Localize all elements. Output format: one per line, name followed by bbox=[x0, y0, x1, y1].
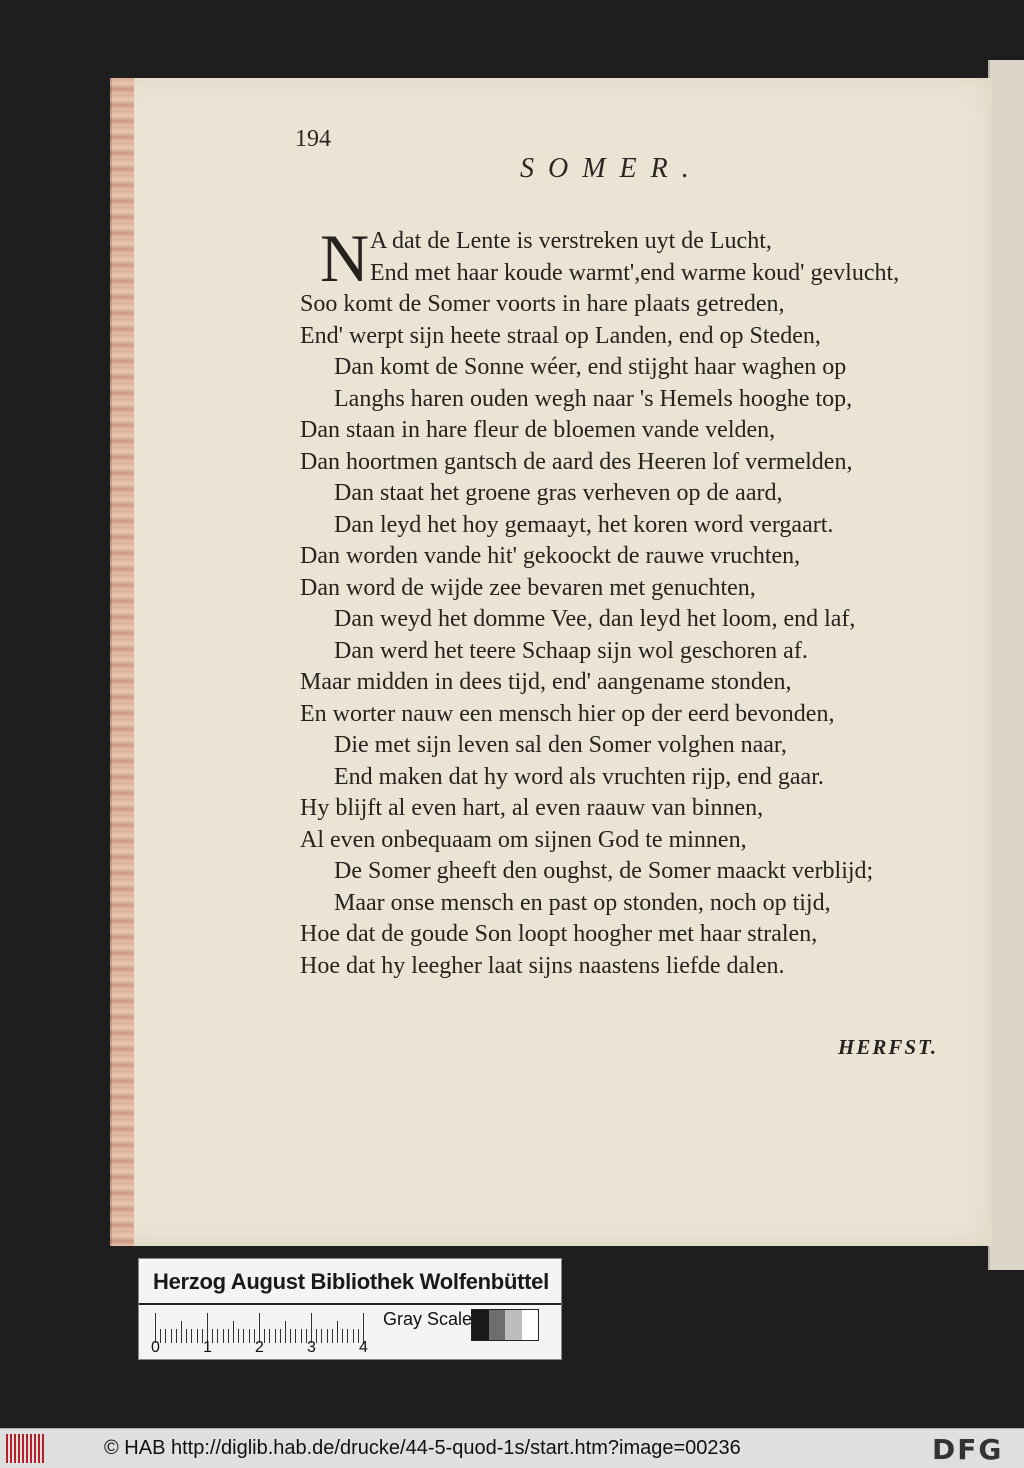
poem-line: Dan worden vande hit' gekoockt de rauwe vruchten, bbox=[300, 543, 801, 569]
ruler-tick bbox=[321, 1329, 322, 1343]
poem-line: Dan hoortmen gantsch de aard des Heeren lof vermelden, bbox=[300, 448, 853, 475]
gray-swatch bbox=[505, 1310, 522, 1340]
poem-line: End' werpt sijn heete straal op Landen, end op Steden, bbox=[300, 322, 821, 349]
ruler-tick bbox=[280, 1329, 281, 1343]
poem-line: De Somer gheeft den oughst, de Somer maackt verblijd; bbox=[334, 858, 874, 884]
poem-line: Maar midden in dees tijd, end' aangename stonden, bbox=[300, 669, 792, 695]
ruler-number: 2 bbox=[255, 1339, 264, 1356]
poem-line: Langhs haren ouden wegh naar 's Hemels hooghe top, bbox=[334, 385, 853, 412]
poem-line: Soo komt de Somer voorts in hare plaats getreden, bbox=[300, 291, 785, 317]
ruler-tick bbox=[249, 1329, 250, 1343]
poem-line: End maken dat hy word als vruchten rijp, end gaar. bbox=[334, 763, 824, 790]
poem-line: Die met sijn leven sal den Somer volghen naar, bbox=[334, 732, 787, 758]
ruler-tick bbox=[327, 1329, 328, 1343]
ruler-tick bbox=[165, 1329, 166, 1343]
ruler-tick bbox=[353, 1329, 354, 1343]
poem-line: Dan werd het teere Schaap sijn wol geschoren af. bbox=[334, 637, 808, 664]
ruler-tick bbox=[238, 1329, 239, 1343]
ruler-number: 4 bbox=[359, 1339, 368, 1356]
ruler-tick bbox=[342, 1329, 343, 1343]
drop-cap: N bbox=[320, 220, 370, 296]
ruler-tick bbox=[275, 1329, 276, 1343]
ruler-tick bbox=[181, 1321, 182, 1343]
poem-line: Dan staan in hare fleur de bloemen vande velden, bbox=[300, 417, 776, 443]
page-number: 194 bbox=[295, 126, 331, 152]
ruler-tick bbox=[223, 1329, 224, 1343]
poem-line: En worter nauw een mensch hier op der eerd bevonden, bbox=[300, 700, 835, 727]
ruler-tick bbox=[186, 1329, 187, 1343]
poem-line: Hy blijft al even hart, al even raauw van binnen, bbox=[300, 795, 764, 821]
poem-line: End met haar koude warmt',end warme koud' gevlucht, bbox=[370, 259, 900, 286]
hab-logo-icon bbox=[6, 1434, 46, 1463]
page-fore-edge bbox=[110, 78, 134, 1246]
ruler-tick bbox=[332, 1329, 333, 1343]
ruler-tick bbox=[290, 1329, 291, 1343]
poem-line: Al even onbequaam om sijnen God te minnen, bbox=[300, 826, 747, 853]
poem-line: Hoe dat hy leegher laat sijns naastens liefde dalen. bbox=[300, 952, 785, 979]
poem-line: Dan word de wijde zee bevaren met genuchten, bbox=[300, 574, 756, 601]
poem-line: Maar onse mensch en past op stonden, noch op tijd, bbox=[334, 889, 831, 916]
gray-swatch bbox=[522, 1310, 539, 1340]
ruler-number: 3 bbox=[307, 1339, 316, 1356]
ruler-tick bbox=[264, 1329, 265, 1343]
ruler-tick bbox=[269, 1329, 270, 1343]
poem-line: A dat de Lente is verstreken uyt de Lucht, bbox=[370, 228, 772, 254]
color-calibration-card bbox=[138, 1258, 562, 1360]
poem-line: Dan leyd het hoy gemaayt, het koren word vergaart. bbox=[334, 511, 834, 538]
ruler-tick bbox=[233, 1321, 234, 1343]
ruler-tick bbox=[171, 1329, 172, 1343]
ruler-tick bbox=[228, 1329, 229, 1343]
viewer-footer bbox=[0, 1428, 1024, 1468]
facing-page-edge bbox=[988, 60, 1024, 1270]
ruler-tick bbox=[217, 1329, 218, 1343]
ruler-tick bbox=[301, 1329, 302, 1343]
ruler-tick bbox=[337, 1321, 338, 1343]
ruler-number: 1 bbox=[203, 1339, 212, 1356]
gray-swatch bbox=[472, 1310, 489, 1340]
gray-scale-label: Gray Scale bbox=[383, 1309, 473, 1329]
institution-name: Herzog August Bibliothek Wolfenbüttel bbox=[153, 1269, 549, 1294]
ruler-tick bbox=[160, 1329, 161, 1343]
poem-line: Hoe dat de goude Son loopt hoogher met haar stralen, bbox=[300, 921, 818, 947]
poem-line: Dan weyd het domme Vee, dan leyd het loom, end laf, bbox=[334, 606, 856, 632]
gray-scale-swatches bbox=[471, 1309, 539, 1341]
card-divider bbox=[139, 1303, 561, 1305]
ruler-tick bbox=[295, 1329, 296, 1343]
catchword: HERFST. bbox=[838, 1035, 939, 1059]
ruler-tick bbox=[176, 1329, 177, 1343]
source-credit-link[interactable]: © HAB http://diglib.hab.de/drucke/44-5-quod-1s/start.htm?image=00236 bbox=[104, 1437, 741, 1459]
ruler-tick bbox=[212, 1329, 213, 1343]
ruler-tick bbox=[316, 1329, 317, 1343]
ruler-tick bbox=[243, 1329, 244, 1343]
poem-line: Dan komt de Sonne wéer, end stijght haar waghen op bbox=[334, 354, 847, 380]
ruler-tick bbox=[191, 1329, 192, 1343]
ruler-tick bbox=[197, 1329, 198, 1343]
ruler-tick bbox=[347, 1329, 348, 1343]
gray-swatch bbox=[489, 1310, 506, 1340]
section-title: SOMER. bbox=[520, 153, 703, 184]
ruler-tick bbox=[285, 1321, 286, 1343]
dfg-logo: DFG bbox=[932, 1433, 1004, 1466]
ruler-number: 0 bbox=[151, 1339, 160, 1356]
poem-text bbox=[300, 220, 990, 982]
poem-line: Dan staat het groene gras verheven op de aard, bbox=[334, 480, 783, 506]
